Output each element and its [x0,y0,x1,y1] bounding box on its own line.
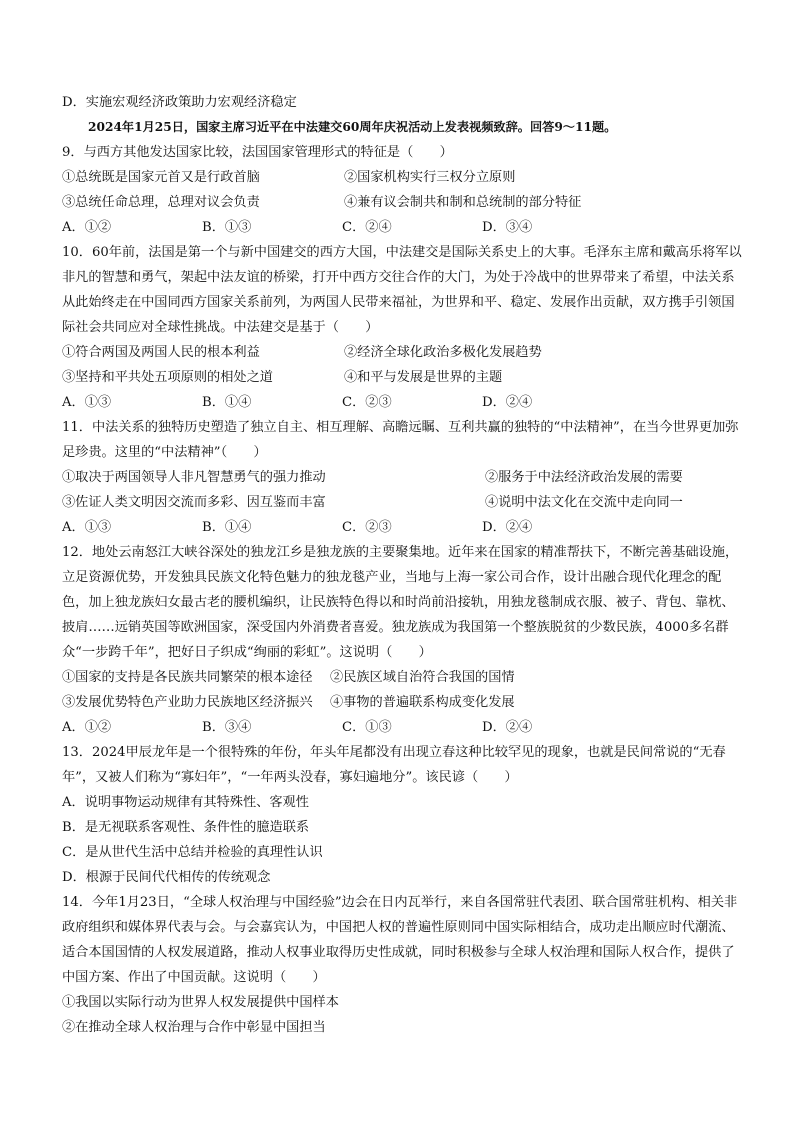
q12-option-2: ②民族区域自治符合我国的国情 [330,670,515,685]
q9-choice-a: A．①② [62,220,112,235]
q11-option-3: ③佐证人类文明因交流而多彩、因互鉴而丰富 [62,495,326,510]
q14-option-1: ①我国以实际行动为世界人权发展提供中国样本 [62,995,339,1010]
q11-choice-b: B．①④ [202,520,252,535]
q10-option-3: ③坚持和平共处五项原则的相处之道 [62,370,273,385]
q11-choice-a: A．①③ [62,520,112,535]
q13-stem: 13．2024甲辰龙年是一个很特殊的年份，年头年尾都没有出现立春这种比较罕见的现象，也就是民间常说的“无春年”，又被人们称为“寡妇年”，“一年两头没春，寡妇遍地分”。该民谚（ ） [62,745,726,785]
q9-choice-d: D．③④ [482,220,533,235]
q9-option-4: ④兼有议会制共和制和总统制的部分特征 [344,195,582,210]
q10-choice-a: A．①③ [62,395,112,410]
q11-choices [62,515,742,540]
q13-option-c: C．是从世代生活中总结并检验的真理性认识 [62,845,323,860]
q10-choice-c: C．②③ [342,395,392,410]
q10-option-2: ②经济全球化政治多极化发展趋势 [344,345,542,360]
question-14 [62,890,742,1040]
q10-choices [62,390,742,415]
q10-option-4: ④和平与发展是世界的主题 [344,370,503,385]
question-11 [62,415,742,540]
question-10 [62,240,742,415]
question-9 [62,140,742,240]
q10-stem: 10．60年前，法国是第一个与新中国建交的西方大国，中法建交是国际关系史上的大事。毛泽东主席和戴高乐将军以非凡的智慧和勇气，架起中法友谊的桥梁，打开中西方交往合作的大门，为处于冷战中的世界带来了希望，中法关系从此始终走在中国同西方国家关系前列，为两国人民带来福祉，为世界和平、稳定、发展作出贡献，双方携手引领国际社会共同应对全球性挑战。中法建交是基于（ ） [62,245,742,335]
q12-choice-c: C．①③ [342,720,392,735]
q9-option-2: ②国家机构实行三权分立原则 [344,170,516,185]
exam-page [62,90,742,1040]
q11-option-1: ①取决于两国领导人非凡智慧勇气的强力推动 [62,470,326,485]
q12-stem: 12．地处云南怒江大峡谷深处的独龙江乡是独龙族的主要聚集地。近年来在国家的精准帮扶下，不断完善基础设施，立足资源优势，开发独具民族文化特色魅力的独龙毯产业，当地与上海一家公司合作，设计出融合现代化理念的配色，加上独龙族妇女最古老的腰机编织，让民族特色得以和时尚前沿接轨，用独龙毯制成衣服、被子、背包、靠枕、披肩……远销英国等欧洲国家，深受国内外消费者喜爱。独龙族成为我国第一个整族脱贫的少数民族，4000多名群众“一步跨千年”，把好日子织成“绚丽的彩虹”。这说明（ ） [62,545,739,660]
q9-choice-b: B．①③ [202,220,252,235]
q11-stem: 11．中法关系的独特历史塑造了独立自主、相互理解、高瞻远瞩、互利共赢的独特的“中法精神”，在当今世界更加弥足珍贵。这里的“中法精神”（ ） [62,420,739,460]
question-12 [62,540,742,740]
q11-choice-c: C．②③ [342,520,392,535]
q12-option-1: ①国家的支持是各民族共同繁荣的根本途径 [62,670,313,685]
section-intro: 2024年1月25日，国家主席习近平在中法建交60周年庆祝活动上发表视频致辞。回答9～11题。 [88,120,617,134]
q11-choice-d: D．②④ [482,520,533,535]
q11-option-4: ④说明中法文化在交流中走向同一 [485,495,683,510]
q11-option-2: ②服务于中法经济政治发展的需要 [485,470,683,485]
q12-choice-a: A．①② [62,720,112,735]
q9-option-1: ①总统既是国家元首又是行政首脑 [62,170,260,185]
q13-option-d: D．根源于民间代代相传的传统观念 [62,870,271,885]
prev-option-d: D．实施宏观经济政策助力宏观经济稳定 [62,95,297,110]
q12-choices [62,715,742,740]
q14-option-2: ②在推动全球人权治理与合作中彰显中国担当 [62,1020,326,1035]
q10-option-1: ①符合两国及两国人民的根本利益 [62,345,260,360]
q9-choice-c: C．②④ [342,220,392,235]
q14-stem: 14．今年1月23日，“全球人权治理与中国经验”边会在日内瓦举行，来自各国常驻代表团、联合国常驻机构、相关非政府组织和媒体界代表与会。与会嘉宾认为，中国把人权的普遍性原则同中国实际相结合，成功走出顺应时代潮流、适合本国国情的人权发展道路，推动人权事业取得历史性成就，同时积极参与全球人权治理和国际人权合作，提供了中国方案、作出了中国贡献。这说明（ ） [62,895,738,985]
q12-option-4: ④事物的普遍联系构成变化发展 [330,695,515,710]
q10-choice-d: D．②④ [482,395,533,410]
q12-option-3: ③发展优势特色产业助力民族地区经济振兴 [62,695,313,710]
q13-option-a: A．说明事物运动规律有其特殊性、客观性 [62,795,309,810]
q9-stem: 9．与西方其他发达国家比较，法国国家管理形式的特征是（ ） [62,145,453,160]
q12-choice-b: B．③④ [202,720,252,735]
question-13 [62,740,742,890]
q10-choice-b: B．①④ [202,395,252,410]
q13-option-b: B．是无视联系客观性、条件性的臆造联系 [62,820,310,835]
q9-choices [62,215,742,240]
q9-option-3: ③总统任命总理，总理对议会负责 [62,195,260,210]
q12-choice-d: D．②④ [482,720,533,735]
